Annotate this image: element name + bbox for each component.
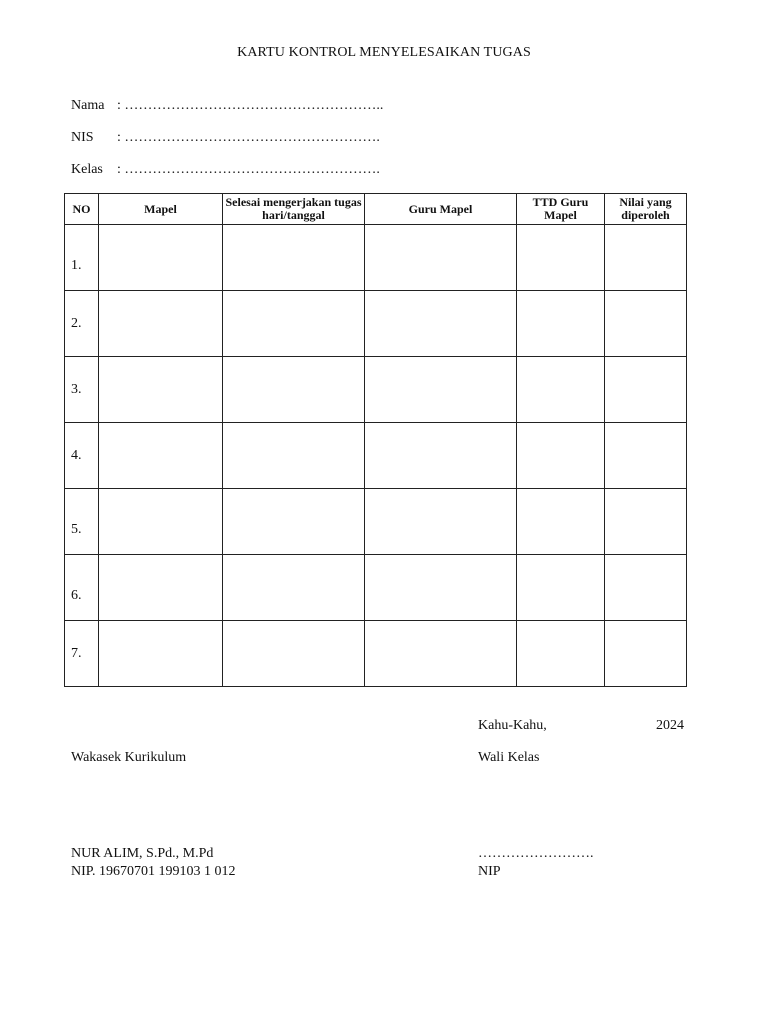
left-signer-role: Wakasek Kurikulum	[71, 750, 187, 765]
cell-mapel	[99, 621, 223, 687]
field-value-kelas: : ……………………………………………….	[117, 162, 380, 177]
cell-guru-mapel	[365, 423, 517, 489]
cell-nilai	[605, 357, 687, 423]
table-row	[65, 555, 687, 621]
table-row	[65, 291, 687, 357]
row-number: 7.	[65, 621, 99, 687]
cell-guru-mapel	[365, 225, 517, 291]
header-no: NO	[65, 194, 99, 225]
cell-selesai	[223, 225, 365, 291]
year-label: 2024	[656, 718, 684, 733]
cell-guru-mapel	[365, 621, 517, 687]
row-number: 1.	[65, 225, 99, 291]
table-row	[65, 357, 687, 423]
right-signer-nip: NIP	[478, 864, 501, 879]
cell-mapel	[99, 225, 223, 291]
cell-selesai	[223, 357, 365, 423]
row-number: 6.	[65, 555, 99, 621]
right-signer-name: …………………….	[478, 846, 594, 861]
cell-mapel	[99, 423, 223, 489]
cell-selesai	[223, 555, 365, 621]
cell-nilai	[605, 423, 687, 489]
left-signer-nip: NIP. 19670701 199103 1 012	[71, 864, 236, 879]
header-nilai: Nilai yang diperoleh	[605, 194, 687, 225]
header-selesai: Selesai mengerjakan tugas hari/tanggal	[223, 194, 365, 225]
cell-nilai	[605, 489, 687, 555]
cell-ttd	[517, 291, 605, 357]
header-ttd-guru: TTD Guru Mapel	[517, 194, 605, 225]
cell-mapel	[99, 489, 223, 555]
left-signer-name: NUR ALIM, S.Pd., M.Pd	[71, 846, 214, 861]
cell-guru-mapel	[365, 291, 517, 357]
cell-guru-mapel	[365, 489, 517, 555]
header-guru-mapel: Guru Mapel	[365, 194, 517, 225]
row-number: 2.	[65, 291, 99, 357]
table-row	[65, 621, 687, 687]
cell-nilai	[605, 555, 687, 621]
cell-nilai	[605, 291, 687, 357]
right-signer-role: Wali Kelas	[478, 750, 540, 765]
field-label-nama: Nama	[71, 98, 105, 113]
cell-ttd	[517, 225, 605, 291]
field-nis	[71, 130, 380, 146]
row-number: 3.	[65, 357, 99, 423]
field-value-nis: : ……………………………………………….	[117, 130, 380, 145]
cell-nilai	[605, 225, 687, 291]
cell-guru-mapel	[365, 357, 517, 423]
table-row	[65, 489, 687, 555]
field-nama	[71, 98, 383, 114]
cell-ttd	[517, 621, 605, 687]
field-label-kelas: Kelas	[71, 162, 103, 177]
field-kelas	[71, 162, 380, 178]
row-number: 4.	[65, 423, 99, 489]
field-label-nis: NIS	[71, 130, 94, 145]
field-value-nama: : ………………………………………………..	[117, 98, 384, 113]
control-table	[64, 193, 687, 687]
table-row	[65, 423, 687, 489]
cell-mapel	[99, 357, 223, 423]
cell-ttd	[517, 357, 605, 423]
cell-ttd	[517, 489, 605, 555]
row-number: 5.	[65, 489, 99, 555]
cell-nilai	[605, 621, 687, 687]
cell-selesai	[223, 489, 365, 555]
cell-selesai	[223, 423, 365, 489]
table-row	[65, 225, 687, 291]
cell-selesai	[223, 291, 365, 357]
cell-ttd	[517, 555, 605, 621]
header-mapel: Mapel	[99, 194, 223, 225]
cell-guru-mapel	[365, 555, 517, 621]
table-header-row	[65, 194, 687, 225]
cell-mapel	[99, 555, 223, 621]
cell-ttd	[517, 423, 605, 489]
cell-mapel	[99, 291, 223, 357]
document-title: KARTU KONTROL MENYELESAIKAN TUGAS	[237, 45, 531, 60]
cell-selesai	[223, 621, 365, 687]
place-label: Kahu-Kahu,	[478, 718, 547, 733]
